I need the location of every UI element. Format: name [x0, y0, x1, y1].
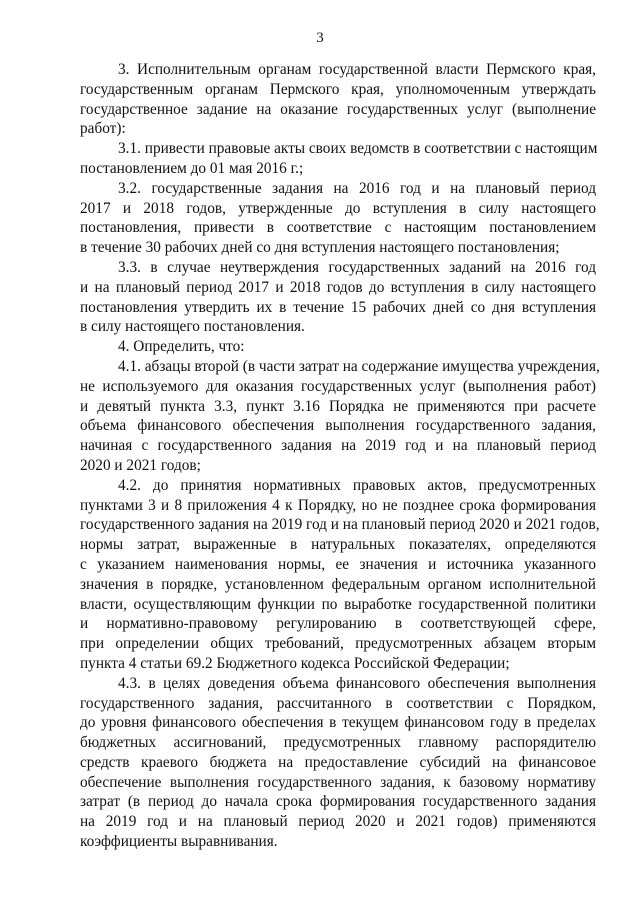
paragraph-line: значения в порядке, установленном федеральным органом исполнительной	[80, 575, 596, 593]
paragraph-line: объема финансового обеспечения выполнения государственного задания,	[80, 417, 596, 435]
page-number: 3	[316, 30, 324, 46]
paragraph-line: на 2019 год и на плановый период 2020 и 2021 годов) применяются	[80, 813, 596, 831]
paragraph	[80, 476, 600, 674]
paragraph-line: государственного задания на 2019 год и на плановый период 2020 и 2021 годов,	[80, 516, 600, 534]
paragraph	[80, 60, 596, 139]
paragraph-line: при определении общих требований, предусмотренных абзацем вторым	[80, 635, 596, 653]
paragraph	[80, 357, 600, 476]
paragraph-line: 4. Определить, что:	[118, 338, 245, 356]
paragraph-line: и на плановый период 2017 и 2018 годов до вступления в силу настоящего	[80, 278, 596, 296]
paragraph-line: 3.2. государственные задания на 2016 год и на плановый период	[118, 179, 596, 197]
paragraph	[80, 337, 596, 357]
paragraph-line: 4.2. до принятия нормативных правовых актов, предусмотренных	[118, 476, 596, 494]
paragraph	[80, 674, 596, 852]
paragraph-line: государственного задания, рассчитанного в соответствии с Порядком,	[80, 694, 596, 712]
paragraph-line: 3.3. в случае неутверждения государственных заданий на 2016 год	[118, 258, 596, 276]
paragraph-line: средств краевого бюджета на предоставление субсидий на финансовое	[80, 753, 596, 771]
paragraph-line: государственным органам Пермского края, уполномоченным утверждать	[80, 80, 596, 98]
paragraph	[80, 258, 596, 337]
paragraph-line: и нормативно-правовому регулированию в соответствующей сфере,	[80, 615, 596, 633]
paragraph-line: и девятый пункта 3.3, пункт 3.16 Порядка не применяются при расчете	[80, 397, 596, 415]
paragraph-line: 4.3. в целях доведения объема финансового обеспечения выполнения	[118, 674, 596, 692]
paragraph-line: постановления утвердить их в течение 15 рабочих дней со дня вступления	[80, 298, 596, 316]
paragraph-line: до уровня финансового обеспечения в текущем финансовом году в пределах	[80, 714, 596, 732]
paragraph-line: с указанием наименования нормы, ее значения и источника указанного	[80, 555, 596, 573]
paragraph-line: 2020 и 2021 годов;	[80, 456, 201, 474]
paragraph-line: коэффициенты выравнивания.	[80, 833, 278, 851]
paragraph	[80, 179, 596, 258]
paragraph-line: государственное задание на оказание государственных услуг (выполнение	[80, 100, 596, 118]
paragraph-line: пунктами 3 и 8 приложения 4 к Порядку, но не позднее срока формирования	[80, 496, 596, 514]
paragraph-line: 3. Исполнительным органам государственной власти Пермского края,	[118, 61, 596, 78]
paragraph-line: постановлением до 01 мая 2016 г.;	[80, 159, 304, 177]
paragraph-line: в течение 30 рабочих дней со дня вступления настоящего постановления;	[80, 239, 560, 257]
paragraph-line: бюджетных ассигнований, предусмотренных главному распорядителю	[80, 734, 596, 752]
paragraph-line: в силу настоящего постановления.	[80, 318, 305, 336]
paragraph-line: обеспечение выполнения государственного задания, к базовому нормативу	[80, 773, 596, 791]
paragraph-line: затрат (в период до начала срока формирования государственного задания	[80, 793, 596, 811]
paragraph	[80, 139, 596, 179]
paragraph-line: 2017 и 2018 годов, утвержденные до вступления в силу настоящего	[80, 199, 596, 217]
paragraph-line: 4.1. абзацы второй (в части затрат на содержание имущества учреждения,	[118, 357, 600, 375]
paragraph-line: власти, осуществляющим функции по выработке государственной политики	[80, 595, 596, 613]
paragraph-line: нормы затрат, выраженные в натуральных показателях, определяются	[80, 536, 596, 554]
body-text	[80, 60, 600, 852]
paragraph-line: начиная с государственного задания на 2019 год и на плановый период	[80, 437, 596, 455]
paragraph-line: постановления, привести в соответствие с настоящим постановлением	[80, 219, 596, 237]
paragraph-line: 3.1. привести правовые акты своих ведомств в соответствии с настоящим	[118, 140, 598, 158]
paragraph-line: работ):	[80, 120, 126, 138]
paragraph-line: пункта 4 статьи 69.2 Бюджетного кодекса Российской Федерации;	[80, 654, 510, 672]
paragraph-line: не используемого для оказания государственных услуг (выполнения работ)	[80, 377, 596, 395]
